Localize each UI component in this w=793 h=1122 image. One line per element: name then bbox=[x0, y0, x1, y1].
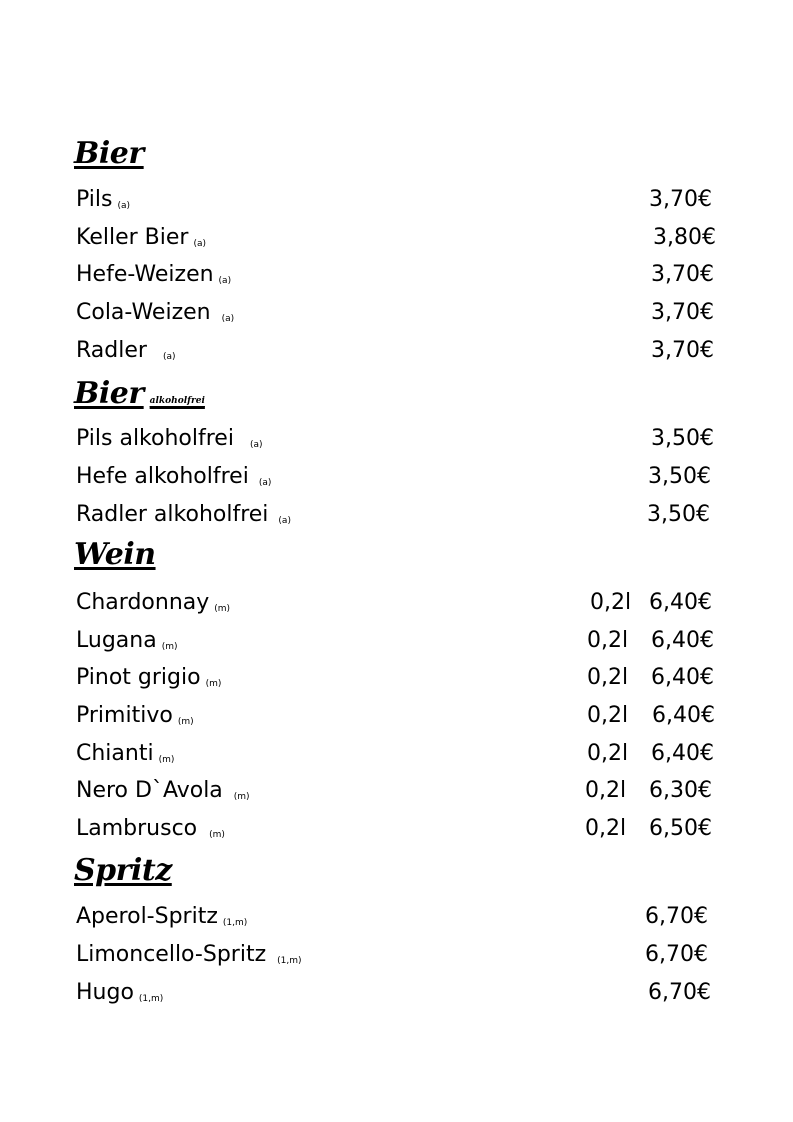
menu-item-pinot-grigio bbox=[76, 665, 221, 697]
item-price: 6,40€ bbox=[649, 590, 712, 615]
allergen-note: (1,m) bbox=[222, 918, 248, 928]
item-name: Hefe alkoholfrei bbox=[76, 464, 249, 489]
item-name: Cola-Weizen bbox=[76, 300, 211, 325]
item-price: 6,70€ bbox=[648, 980, 711, 1005]
menu-item-aperol-spritz bbox=[76, 904, 247, 936]
section-heading-bier-alkoholfrei bbox=[74, 376, 205, 419]
section-heading-wein: Wein bbox=[74, 537, 156, 572]
menu-item-lugana bbox=[76, 628, 177, 660]
item-price: 3,70€ bbox=[651, 338, 714, 363]
item-volume: 0,2l bbox=[587, 741, 629, 766]
item-volume: 0,2l bbox=[587, 665, 629, 690]
item-price: 3,70€ bbox=[649, 187, 712, 212]
item-price: 3,70€ bbox=[651, 300, 714, 325]
menu-item-keller-bier bbox=[76, 225, 206, 257]
item-price: 3,50€ bbox=[648, 464, 711, 489]
item-volume: 0,2l bbox=[585, 816, 627, 841]
item-price: 6,50€ bbox=[649, 816, 712, 841]
section-heading-spritz: Spritz bbox=[74, 853, 172, 888]
item-price: 3,50€ bbox=[651, 426, 714, 451]
menu-item-lambrusco bbox=[76, 816, 225, 848]
menu-item-hugo bbox=[76, 980, 163, 1012]
heading-subtitle: alkoholfrei bbox=[149, 396, 205, 406]
item-price: 3,80€ bbox=[653, 225, 716, 250]
item-volume: 0,2l bbox=[587, 703, 629, 728]
section-heading-bier: Bier bbox=[74, 136, 144, 171]
item-name: Keller Bier bbox=[76, 225, 189, 250]
allergen-note: (a) bbox=[193, 239, 206, 249]
allergen-note: (a) bbox=[221, 314, 235, 324]
item-name: Lugana bbox=[76, 628, 157, 653]
heading-title: Bier bbox=[74, 376, 144, 411]
menu-item-hefe-weizen bbox=[76, 262, 231, 294]
menu-item-pils-alkoholfrei bbox=[76, 426, 263, 458]
menu-item-hefe-alkoholfrei bbox=[76, 464, 271, 496]
allergen-note: (1,m) bbox=[277, 956, 302, 966]
allergen-note: (a) bbox=[249, 440, 263, 450]
allergen-note: (m) bbox=[158, 755, 175, 765]
allergen-note: (m) bbox=[205, 679, 222, 689]
item-name: Pinot grigio bbox=[76, 665, 201, 690]
allergen-note: (a) bbox=[278, 516, 291, 526]
allergen-note: (a) bbox=[258, 478, 272, 488]
menu-item-radler bbox=[76, 338, 176, 370]
allergen-note: (m) bbox=[233, 792, 250, 802]
menu-item-nero-d-avola bbox=[76, 778, 250, 810]
item-name: Pils alkoholfrei bbox=[76, 426, 234, 451]
item-price: 3,70€ bbox=[651, 262, 714, 287]
item-price: 6,70€ bbox=[645, 942, 708, 967]
menu-item-radler-alkoholfrei bbox=[76, 502, 291, 534]
allergen-note: (m) bbox=[161, 642, 178, 652]
item-name: Nero D`Avola bbox=[76, 778, 223, 803]
item-name: Limoncello-Spritz bbox=[76, 942, 267, 967]
menu-item-chianti bbox=[76, 741, 174, 773]
item-price: 6,40€ bbox=[651, 628, 714, 653]
item-price: 6,40€ bbox=[651, 741, 714, 766]
menu-item-primitivo bbox=[76, 703, 194, 735]
allergen-note: (a) bbox=[162, 352, 176, 362]
menu-item-pils bbox=[76, 187, 130, 219]
item-name: Primitivo bbox=[76, 703, 173, 728]
item-price: 3,50€ bbox=[647, 502, 710, 527]
allergen-note: (m) bbox=[214, 604, 231, 614]
item-price: 6,70€ bbox=[645, 904, 708, 929]
item-volume: 0,2l bbox=[585, 778, 627, 803]
item-name: Hugo bbox=[76, 980, 134, 1005]
item-name: Radler bbox=[76, 338, 147, 363]
item-name: Chardonnay bbox=[76, 590, 210, 615]
allergen-note: (m) bbox=[209, 830, 225, 840]
menu-item-cola-weizen bbox=[76, 300, 234, 332]
item-name: Hefe-Weizen bbox=[76, 262, 214, 287]
allergen-note: (a) bbox=[117, 201, 131, 211]
item-name: Lambrusco bbox=[76, 816, 198, 841]
menu-item-limoncello-spritz bbox=[76, 942, 302, 974]
item-volume: 0,2l bbox=[590, 590, 632, 615]
allergen-note: (a) bbox=[218, 276, 232, 286]
item-price: 6,30€ bbox=[649, 778, 712, 803]
item-volume: 0,2l bbox=[587, 628, 629, 653]
item-price: 6,40€ bbox=[652, 703, 715, 728]
allergen-note: (1,m) bbox=[138, 994, 164, 1004]
item-name: Pils bbox=[76, 187, 113, 212]
item-name: Aperol-Spritz bbox=[76, 904, 218, 929]
menu-item-chardonnay bbox=[76, 590, 230, 622]
item-price: 6,40€ bbox=[651, 665, 714, 690]
item-name: Radler alkoholfrei bbox=[76, 502, 269, 527]
item-name: Chianti bbox=[76, 741, 154, 766]
allergen-note: (m) bbox=[177, 717, 194, 727]
